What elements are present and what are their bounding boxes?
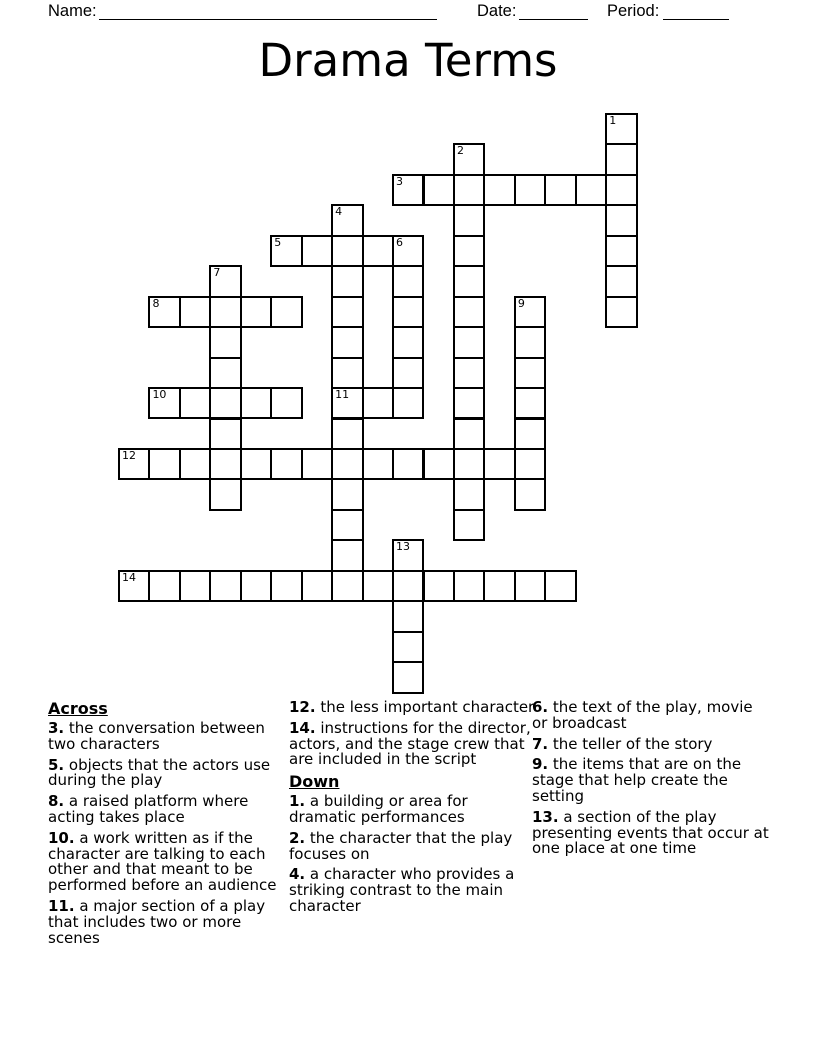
date-blank-line[interactable] [519, 19, 588, 20]
grid-cell[interactable] [148, 448, 180, 480]
grid-cell[interactable] [544, 570, 576, 602]
grid-cell[interactable] [209, 570, 241, 602]
grid-cell[interactable] [301, 448, 333, 480]
grid-cell[interactable] [270, 387, 302, 419]
grid-cell[interactable] [240, 448, 272, 480]
cell-number: 10 [152, 388, 167, 402]
grid-cell[interactable] [240, 387, 272, 419]
grid-cell[interactable] [483, 448, 515, 480]
grid-cell[interactable] [423, 448, 455, 480]
period-blank-line[interactable] [663, 19, 729, 20]
grid-cell[interactable] [514, 448, 546, 480]
grid-cell[interactable] [209, 478, 241, 510]
grid-cell[interactable] [270, 235, 302, 267]
grid-cell[interactable] [514, 478, 546, 510]
clue-11: 11. a major section of a play that includes two or more scenes [48, 896, 266, 947]
grid-cell[interactable] [423, 174, 455, 206]
grid-cell[interactable] [392, 265, 424, 297]
clue-number: 11. [48, 896, 75, 915]
grid-cell[interactable] [331, 265, 363, 297]
cell-number: 14 [122, 570, 136, 584]
grid-cell[interactable] [179, 296, 211, 328]
grid-cell[interactable] [453, 296, 485, 328]
grid-cell[interactable] [514, 326, 546, 358]
grid-cell[interactable] [392, 631, 424, 663]
name-label: Name: [48, 2, 97, 20]
clue-7: 7. the teller of the story [532, 734, 713, 753]
grid-cell[interactable] [483, 174, 515, 206]
cell-number: 9 [517, 296, 525, 310]
clue-number: 6. [532, 698, 549, 716]
cell-number: 6 [396, 235, 404, 249]
grid-cell[interactable] [453, 204, 485, 236]
cell-number: 2 [456, 144, 464, 158]
grid-cell[interactable] [331, 418, 363, 450]
clue-number: 8. [48, 792, 65, 811]
grid-cell[interactable] [544, 174, 576, 206]
clue-number: 14. [289, 718, 316, 737]
cell-number: 4 [335, 205, 343, 219]
grid-cell[interactable] [209, 448, 241, 480]
grid-cell[interactable] [148, 387, 180, 419]
grid-cell[interactable] [301, 570, 333, 602]
grid-cell[interactable] [453, 509, 485, 541]
grid-cell[interactable] [453, 235, 485, 267]
clue-3: 3. the conversation between two characters [48, 719, 265, 753]
grid-cell[interactable] [240, 296, 272, 328]
grid-cell[interactable] [209, 265, 241, 297]
grid-cell[interactable] [514, 418, 546, 450]
cell-number: 5 [274, 235, 282, 249]
clue-4: 4. a character who provides a striking contrast to the main character [289, 865, 515, 915]
grid-cell[interactable] [270, 570, 302, 602]
clue-number: 4. [289, 865, 306, 884]
grid-cell[interactable] [605, 113, 637, 145]
clue-number: 9. [532, 755, 549, 774]
grid-cell[interactable] [605, 143, 637, 175]
grid-cell[interactable] [514, 357, 546, 389]
grid-cell[interactable] [453, 448, 485, 480]
grid-cell[interactable] [331, 539, 363, 571]
date-label: Date: [477, 2, 517, 20]
grid-cell[interactable] [148, 570, 180, 602]
grid-cell[interactable] [423, 570, 455, 602]
period-label: Period: [607, 2, 660, 20]
clue-2: 2. the character that the play focuses on [289, 828, 513, 863]
grid-cell[interactable] [209, 387, 241, 419]
grid-cell[interactable] [331, 357, 363, 389]
grid-cell[interactable] [392, 539, 424, 571]
grid-cell[interactable] [605, 204, 637, 236]
grid-cell[interactable] [331, 204, 363, 236]
clue-number: 10. [48, 828, 75, 847]
grid-cell[interactable] [209, 357, 241, 389]
clue-9: 9. the items that are on the stage that help create the setting [532, 755, 742, 805]
grid-cell[interactable] [453, 265, 485, 297]
clue-column [532, 700, 772, 862]
grid-cell[interactable] [331, 570, 363, 602]
clue-number: 3. [48, 719, 65, 737]
grid-cell[interactable] [392, 357, 424, 389]
grid-cell[interactable] [514, 387, 546, 419]
grid-cell[interactable] [392, 296, 424, 328]
clue-column [289, 700, 536, 920]
cell-number: 11 [335, 388, 350, 402]
grid-cell[interactable] [575, 174, 607, 206]
grid-cell[interactable] [148, 296, 180, 328]
cell-number: 8 [152, 296, 160, 310]
grid-cell[interactable] [392, 174, 424, 206]
grid-cell[interactable] [240, 570, 272, 602]
grid-cell[interactable] [331, 509, 363, 541]
clue-12: 12. the less important character [289, 698, 535, 716]
grid-cell[interactable] [453, 418, 485, 450]
grid-cell[interactable] [331, 326, 363, 358]
clue-number: 1. [289, 792, 306, 811]
cell-number: 7 [213, 266, 221, 280]
grid-cell[interactable] [331, 478, 363, 510]
grid-cell[interactable] [392, 326, 424, 358]
grid-cell[interactable] [118, 448, 150, 480]
grid-cell[interactable] [362, 235, 394, 267]
grid-cell[interactable] [453, 570, 485, 602]
grid-cell[interactable] [453, 478, 485, 510]
clue-column [48, 700, 286, 951]
grid-cell[interactable] [605, 265, 637, 297]
grid-cell[interactable] [331, 296, 363, 328]
grid-cell[interactable] [362, 387, 394, 419]
grid-cell[interactable] [301, 235, 333, 267]
grid-cell[interactable] [331, 448, 363, 480]
grid-cell[interactable] [605, 296, 637, 328]
grid-cell[interactable] [453, 357, 485, 389]
name-blank-line[interactable] [99, 19, 437, 20]
clue-number: 2. [289, 828, 306, 847]
grid-cell[interactable] [270, 296, 302, 328]
grid-cell[interactable] [453, 174, 485, 206]
clue-number: 12. [289, 698, 316, 716]
clue-5: 5. objects that the actors use during the play [48, 755, 271, 790]
clue-number: 7. [532, 734, 549, 753]
grid-cell[interactable] [179, 387, 211, 419]
grid-cell[interactable] [209, 418, 241, 450]
grid-cell[interactable] [209, 326, 241, 358]
cell-number: 3 [396, 174, 404, 188]
clue-14: 14. instructions for the director, actors, and the stage crew that are included in the script [289, 718, 531, 769]
grid-cell[interactable] [392, 570, 424, 602]
down-heading: Down [289, 772, 340, 792]
grid-cell[interactable] [392, 235, 424, 267]
cell-number: 12 [122, 448, 136, 462]
clue-6: 6. the text of the play, movie or broadcast [532, 698, 753, 732]
clue-10: 10. a work written as if the character are talking to each other and that meant to be performed before an audience [48, 828, 277, 895]
clue-13: 13. a section of the play presenting events that occur at one place at one time [532, 807, 769, 858]
grid-cell[interactable] [392, 387, 424, 419]
grid-cell[interactable] [514, 296, 546, 328]
grid-cell[interactable] [453, 143, 485, 175]
cell-number: 1 [609, 114, 617, 127]
cell-number: 13 [396, 540, 411, 554]
grid-cell[interactable] [209, 296, 241, 328]
page-title: Drama Terms [258, 34, 558, 87]
grid-cell[interactable] [453, 387, 485, 419]
grid-cell[interactable] [392, 448, 424, 480]
grid-cell[interactable] [605, 174, 637, 206]
grid-cell[interactable] [179, 448, 211, 480]
grid-cell[interactable] [514, 570, 546, 602]
grid-cell[interactable] [362, 448, 394, 480]
grid-cell[interactable] [270, 448, 302, 480]
clue-number: 5. [48, 755, 65, 774]
grid-cell[interactable] [118, 570, 150, 602]
clue-number: 13. [532, 807, 559, 826]
grid-cell[interactable] [392, 661, 424, 693]
across-heading: Across [48, 699, 108, 718]
grid-cell[interactable] [331, 235, 363, 267]
grid-cell[interactable] [453, 326, 485, 358]
grid-cell[interactable] [362, 570, 394, 602]
grid-cell[interactable] [179, 570, 211, 602]
clue-8: 8. a raised platform where acting takes place [48, 792, 249, 826]
grid-cell[interactable] [514, 174, 546, 206]
clue-1: 1. a building or area for dramatic performances [289, 792, 468, 826]
grid-cell[interactable] [483, 570, 515, 602]
grid-cell[interactable] [605, 235, 637, 267]
grid-cell[interactable] [331, 387, 363, 419]
grid-cell[interactable] [392, 600, 424, 632]
